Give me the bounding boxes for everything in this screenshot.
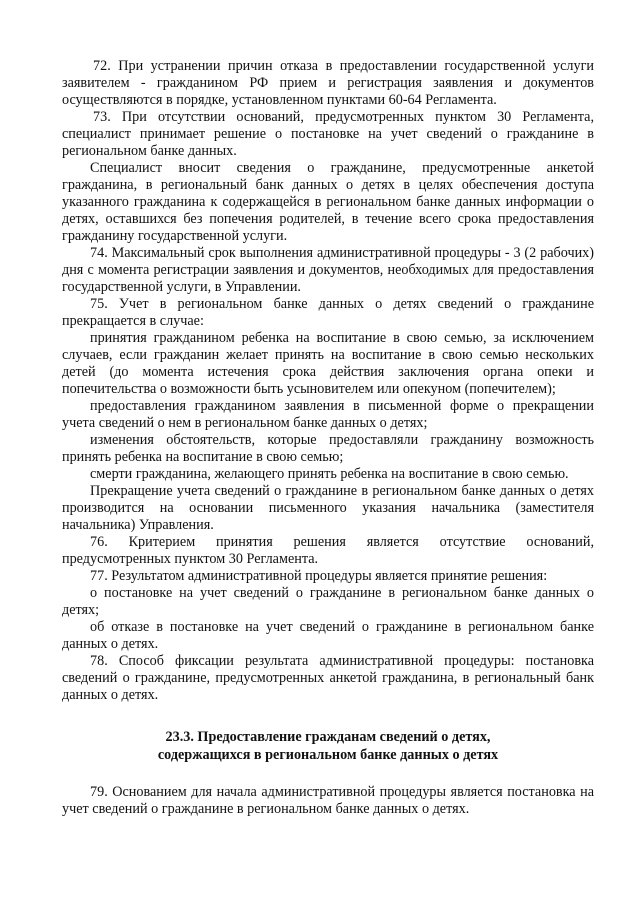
- paragraph-77-option-1: о постановке на учет сведений о гражданине в региональном банке данных о детях;: [62, 585, 594, 618]
- paragraph-75: 75. Учет в региональном банке данных о детях сведений о гражданине прекращается в случае:: [62, 296, 594, 329]
- paragraph-75-case-4: смерти гражданина, желающего принять ребенка на воспитание в свою семью.: [90, 466, 569, 482]
- paragraph-74: 74. Максимальный срок выполнения административной процедуры - 3 (2 рабочих) дня с момента регистрации заявления и документов, необходимых для предоставления государственной услуги, в Управлении.: [62, 245, 594, 295]
- section-heading-line-1: 23.3. Предоставление гражданам сведений о детях,: [165, 729, 491, 745]
- paragraph-79: 79. Основанием для начала административной процедуры является постановка на учет сведений о гражданине в региональном банке данных о детях.: [62, 784, 594, 817]
- section-heading-line-2: содержащихся в региональном банке данных о детях: [157, 747, 499, 763]
- paragraph-75-case-1: принятия гражданином ребенка на воспитание в свою семью, за исключением случаев, если гражданин желает принять на воспитание в свою семью нескольких детей (до момента истечения срока действия заключения органа опеки и попечительства о возможности быть усыновителем или опекуном (попечителем);: [62, 330, 594, 397]
- paragraph-72: 72. При устранении причин отказа в предоставлении государственной услуги заявителем - гражданином РФ прием и регистрация заявления и документов осуществляются в порядке, установленном пунктами 60-64 Регламента.: [62, 58, 594, 108]
- paragraph-73: 73. При отсутствии оснований, предусмотренных пунктом 30 Регламента, специалист принимает решение о постановке на учет сведений о гражданине в региональном банке данных.: [62, 109, 594, 159]
- paragraph-76: 76. Критерием принятия решения является отсутствие оснований, предусмотренных пунктом 30 Регламента.: [62, 534, 594, 567]
- document-page: [62, 58, 594, 818]
- paragraph-77-option-2: об отказе в постановке на учет сведений о гражданине в региональном банке данных о детях.: [62, 619, 594, 652]
- paragraph-75-case-3: изменения обстоятельств, которые предоставляли гражданину возможность принять ребенка на воспитание в свою семью;: [62, 432, 594, 465]
- paragraph-78: 78. Способ фиксации результата административной процедуры: постановка сведений о гражданине, предусмотренных анкетой гражданина, в региональный банк данных о детях.: [62, 653, 594, 703]
- section-heading: [62, 728, 594, 764]
- paragraph-75-case-2: предоставления гражданином заявления в письменной форме о прекращении учета сведений о нем в региональном банке данных о детях;: [62, 398, 594, 431]
- paragraph-specialist: Специалист вносит сведения о гражданине, предусмотренные анкетой гражданина, в региональный банк данных о детях в целях обеспечения доступа указанного гражданина к содержащейся в региональном банке данных информации о детях, оставшихся без попечения родителей, в течение всего срока предоставления гражданину государственной услуги.: [62, 160, 594, 244]
- paragraph-termination: Прекращение учета сведений о гражданине в региональном банке данных о детях производится на основании письменного указания начальника (заместителя начальника) Управления.: [62, 483, 594, 533]
- paragraph-77: 77. Результатом административной процедуры является принятие решения:: [90, 568, 548, 584]
